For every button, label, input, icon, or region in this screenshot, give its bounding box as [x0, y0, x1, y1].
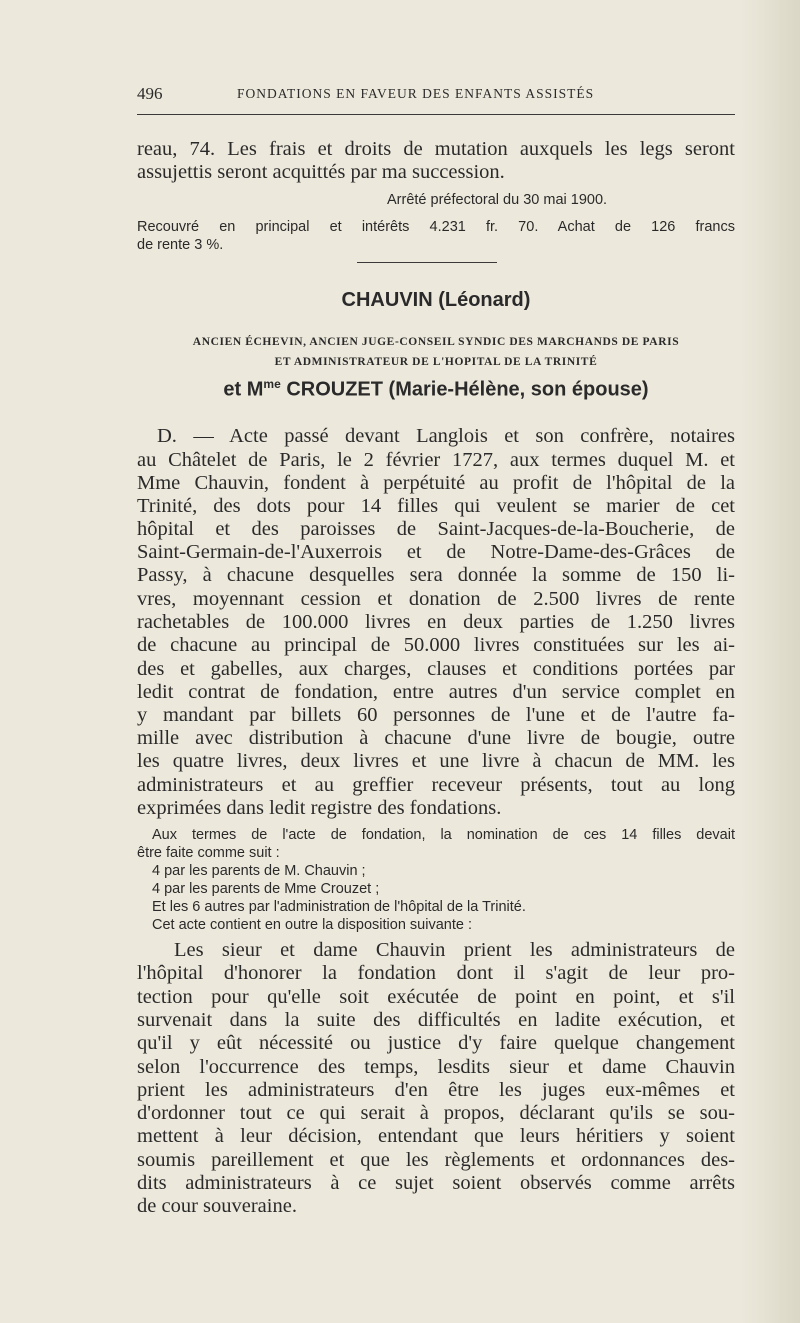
founder-title-line: ET ADMINISTRATEUR DE L'HOPITAL DE LA TRINITÉ [274, 356, 598, 368]
section-divider [357, 262, 497, 263]
intro-line: assujettis seront acquittés par ma succession. [137, 161, 505, 183]
page-header [137, 84, 735, 115]
body-line: mille avec distribution à chacune d'une livre de bougie, outre [137, 727, 735, 749]
page-number: 496 [137, 84, 163, 103]
body-line: survenait dans la suite des difficultés en ladite exécution, et [137, 1009, 735, 1031]
spouse-prefix: et M [223, 378, 264, 401]
body-line: Mme Chauvin, fondent à perpétuité au profit de l'hôpital de la [137, 472, 735, 494]
founder-name: CHAUVIN (Léonard) [341, 289, 531, 311]
body-line: au Châtelet de Paris, le 2 février 1727, aux termes duquel M. et [137, 449, 735, 471]
body-line: exprimées dans ledit registre des fondations. [137, 797, 502, 819]
body-line: prient les administrateurs d'en être les juges eux-mêmes et [137, 1079, 735, 1101]
body-line: rachetables de 100.000 livres en deux parties de 1.250 livres [137, 611, 735, 633]
recouvre-line: de rente 3 %. [137, 237, 224, 253]
founder-title-line: ANCIEN ÉCHEVIN, ANCIEN JUGE-CONSEIL SYNDIC DES MARCHANDS DE PARIS [192, 336, 680, 348]
body-line: de cour souveraine. [137, 1195, 297, 1217]
notes-block [137, 826, 735, 934]
spouse-name: CROUZET (Marie-Hélène, son épouse) [286, 378, 649, 401]
note-line: être faite comme suit : [137, 845, 280, 861]
body-line: des et gabelles, aux charges, clauses et conditions portées par [137, 658, 735, 680]
body-line: les quatre livres, deux livres et une livre à chacun de MM. les [137, 750, 735, 772]
body-line: selon l'occurrence des temps, lesdits sieur et dame Chauvin [137, 1056, 735, 1078]
body-line: Passy, à chacune desquelles sera donnée la somme de 150 li- [137, 564, 735, 586]
arrete-line: Arrêté préfectoral du 30 mai 1900. [387, 192, 608, 208]
note-line: Et les 6 autres par l'administration de l'hôpital de la Trinité. [152, 899, 526, 915]
body-line: soumis pareillement et que les règlements et ordonnances des- [137, 1149, 735, 1171]
body-line: l'hôpital d'honorer la fondation dont il s'agit de leur pro- [137, 962, 735, 984]
body-line: Saint-Germain-de-l'Auxerrois et de Notre-Dame-des-Grâces de [137, 541, 735, 563]
body-line: dits administrateurs à ce sujet soient observés comme arrêts [137, 1172, 735, 1194]
intro-line: reau, 74. Les frais et droits de mutation auxquels les legs seront [137, 138, 735, 160]
note-line: Cet acte contient en outre la disposition suivante : [152, 917, 472, 933]
page-edge-shadow [740, 0, 800, 1323]
spouse-heading [137, 377, 735, 402]
body-line: administrateurs et au greffier receveur présents, tout au long [137, 774, 735, 796]
body-line: hôpital et des paroisses de Saint-Jacques-de-la-Boucherie, de [137, 518, 735, 540]
recouvre-line: Recouvré en principal et intérêts 4.231 fr. 70. Achat de 126 francs [137, 219, 735, 235]
body-line: d'ordonner tout ce qui serait à propos, déclarant qu'ils se sou- [137, 1102, 735, 1124]
body-line: D. — Acte passé devant Langlois et son confrère, notaires [157, 425, 735, 447]
note-line: 4 par les parents de Mme Crouzet ; [152, 881, 380, 897]
body-line: Les sieur et dame Chauvin prient les administrateurs de [174, 939, 735, 961]
body-line: qu'il y eût nécessité ou justice d'y faire quelque changement [137, 1032, 735, 1054]
running-title: FONDATIONS EN FAVEUR DES ENFANTS ASSISTÉS [237, 86, 595, 101]
body-line: tection pour qu'elle soit exécutée de point en point, et s'il [137, 986, 735, 1008]
founder-titles [137, 332, 735, 372]
recouvre-block [137, 218, 735, 254]
body-line: mettent à leur décision, entendant que leurs héritiers y soient [137, 1125, 735, 1147]
spouse-prefix-sup: me [263, 377, 281, 391]
body-line: de chacune au principal de 50.000 livres constituées sur les ai- [137, 634, 735, 656]
body-line: y mandant par billets 60 personnes de l'une et de l'autre fa- [137, 704, 735, 726]
note-line: 4 par les parents de M. Chauvin ; [152, 863, 366, 879]
body-line: Trinité, des dots pour 14 filles qui veulent se marier de cet [137, 495, 735, 517]
body-line: ledit contrat de fondation, entre autres d'un service complet en [137, 681, 735, 703]
body-line: vres, moyennant cession et donation de 2.500 livres de rente [137, 588, 735, 610]
note-line: Aux termes de l'acte de fondation, la nomination de ces 14 filles devait [152, 827, 735, 843]
